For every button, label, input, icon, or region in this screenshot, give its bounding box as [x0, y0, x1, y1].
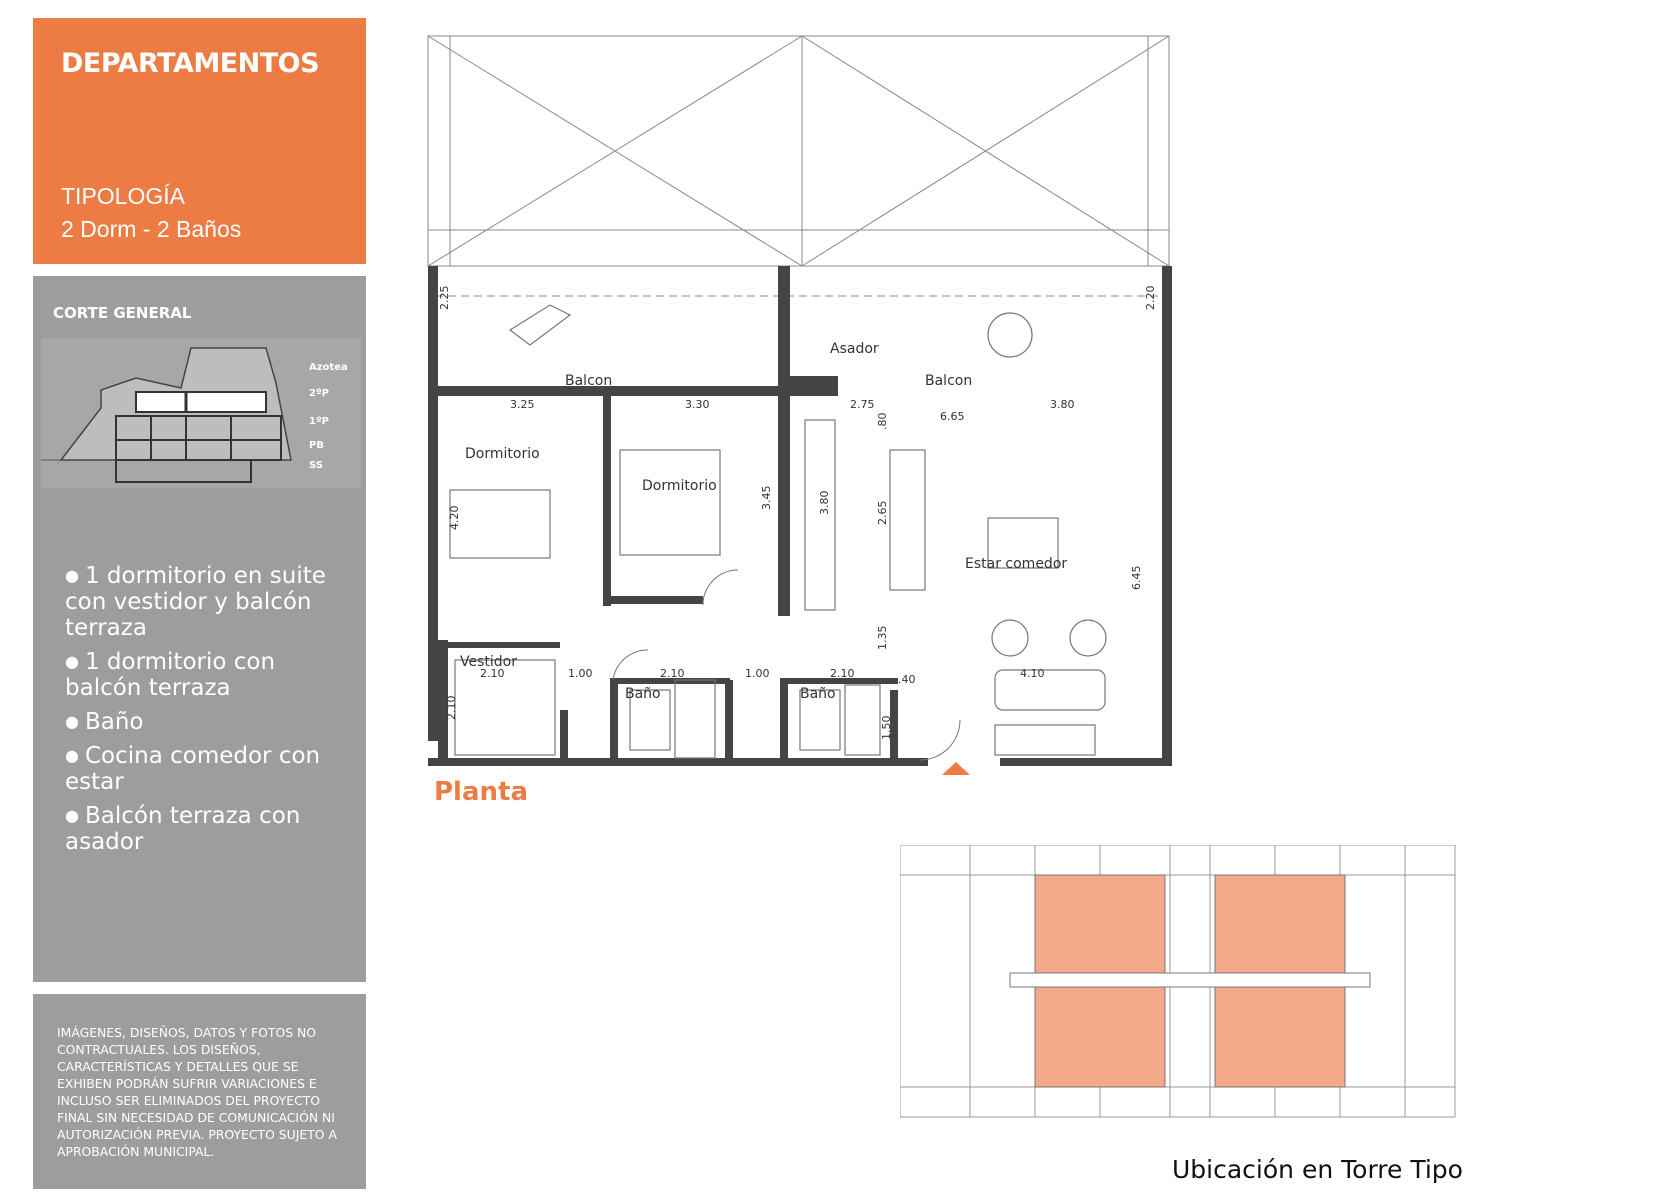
feature-item: ● 1 dormitorio en suite con vestidor y balcón terraza: [65, 563, 326, 641]
dim-label: 2.65: [876, 500, 889, 525]
level-azotea: Azotea: [309, 362, 348, 373]
tower-location-diagram: [900, 845, 1460, 1120]
level-pb: PB: [309, 440, 324, 451]
dim-label: 4.10: [1020, 667, 1045, 680]
room-bano-2: Baño: [800, 686, 836, 702]
room-dormitorio-1: Dormitorio: [465, 446, 540, 462]
feature-item: ● 1 dormitorio con balcón terraza: [65, 649, 276, 701]
page-title: DEPARTAMENTOS: [61, 48, 320, 79]
room-bano-1: Baño: [625, 686, 661, 702]
dim-label: 3.80: [818, 490, 831, 515]
tower-caption: Ubicación en Torre Tipo: [1172, 1155, 1463, 1184]
dim-label: 1.50: [880, 715, 893, 740]
disclaimer-text: IMÁGENES, DISEÑOS, DATOS Y FOTOS NO CONTRACTUALES. LOS DISEÑOS, CARACTERÍSTICAS Y DETALLES QUE SE EXHIBEN PODRÁN SUFRIR VARIACIONES E INCLUSO SER ELIMINADOS DEL PROYECTO FINAL SIN NECESIDAD DE COMUNICACIÓN NI AUTORIZACIÓN PREVIA. PROYECTO SUJETO A APROBACIÓN MUNICIPAL.: [57, 1025, 337, 1159]
room-asador: Asador: [830, 341, 879, 357]
level-ss: SS: [309, 460, 323, 471]
dim-label: 2.10: [445, 695, 458, 720]
dim-label: 3.45: [760, 485, 773, 510]
tipologia-value: 2 Dorm - 2 Baños: [61, 216, 242, 242]
dim-label: 2.20: [1144, 285, 1157, 310]
floor-plan: [420, 30, 1180, 780]
feature-item: ● Balcón terraza con asador: [65, 803, 301, 855]
dim-label: 3.25: [510, 398, 535, 411]
dim-label: 4.20: [448, 505, 461, 530]
dim-label: 1.00: [568, 667, 593, 680]
level-2p: 2ºP: [309, 388, 329, 399]
room-balcon-left: Balcon: [565, 373, 613, 389]
dim-label: 6.45: [1130, 565, 1143, 590]
room-dormitorio-2: Dormitorio: [642, 478, 717, 494]
dim-label: .40: [898, 673, 916, 686]
section-diagram: [41, 338, 361, 488]
room-vestidor: Vestidor: [460, 654, 517, 670]
dim-label: 6.65: [940, 410, 965, 423]
dim-label: 1.00: [745, 667, 770, 680]
plan-title: Planta: [434, 777, 528, 807]
dim-label: 2.25: [438, 285, 451, 310]
info-panel: [33, 276, 366, 982]
level-1p: 1ºP: [309, 416, 329, 427]
features-list: [65, 563, 345, 863]
dim-label: 2.10: [830, 667, 855, 680]
disclaimer-panel: [33, 994, 366, 1189]
tipologia-label: TIPOLOGÍA: [61, 183, 185, 209]
dim-label: 2.10: [660, 667, 685, 680]
feature-item: ● Cocina comedor con estar: [65, 743, 321, 795]
room-estar-comedor: Estar comedor: [965, 556, 1068, 572]
dim-label: 3.80: [1050, 398, 1075, 411]
room-balcon-right: Balcon: [925, 373, 973, 389]
corte-title: CORTE GENERAL: [53, 304, 192, 322]
feature-item: ● Baño: [65, 709, 144, 735]
dim-label: 3.30: [685, 398, 710, 411]
dim-label: .80: [876, 412, 889, 430]
header-panel: [33, 18, 366, 264]
dim-label: 2.10: [480, 667, 505, 680]
dim-label: 2.75: [850, 398, 875, 411]
dim-label: 1.35: [876, 625, 889, 650]
